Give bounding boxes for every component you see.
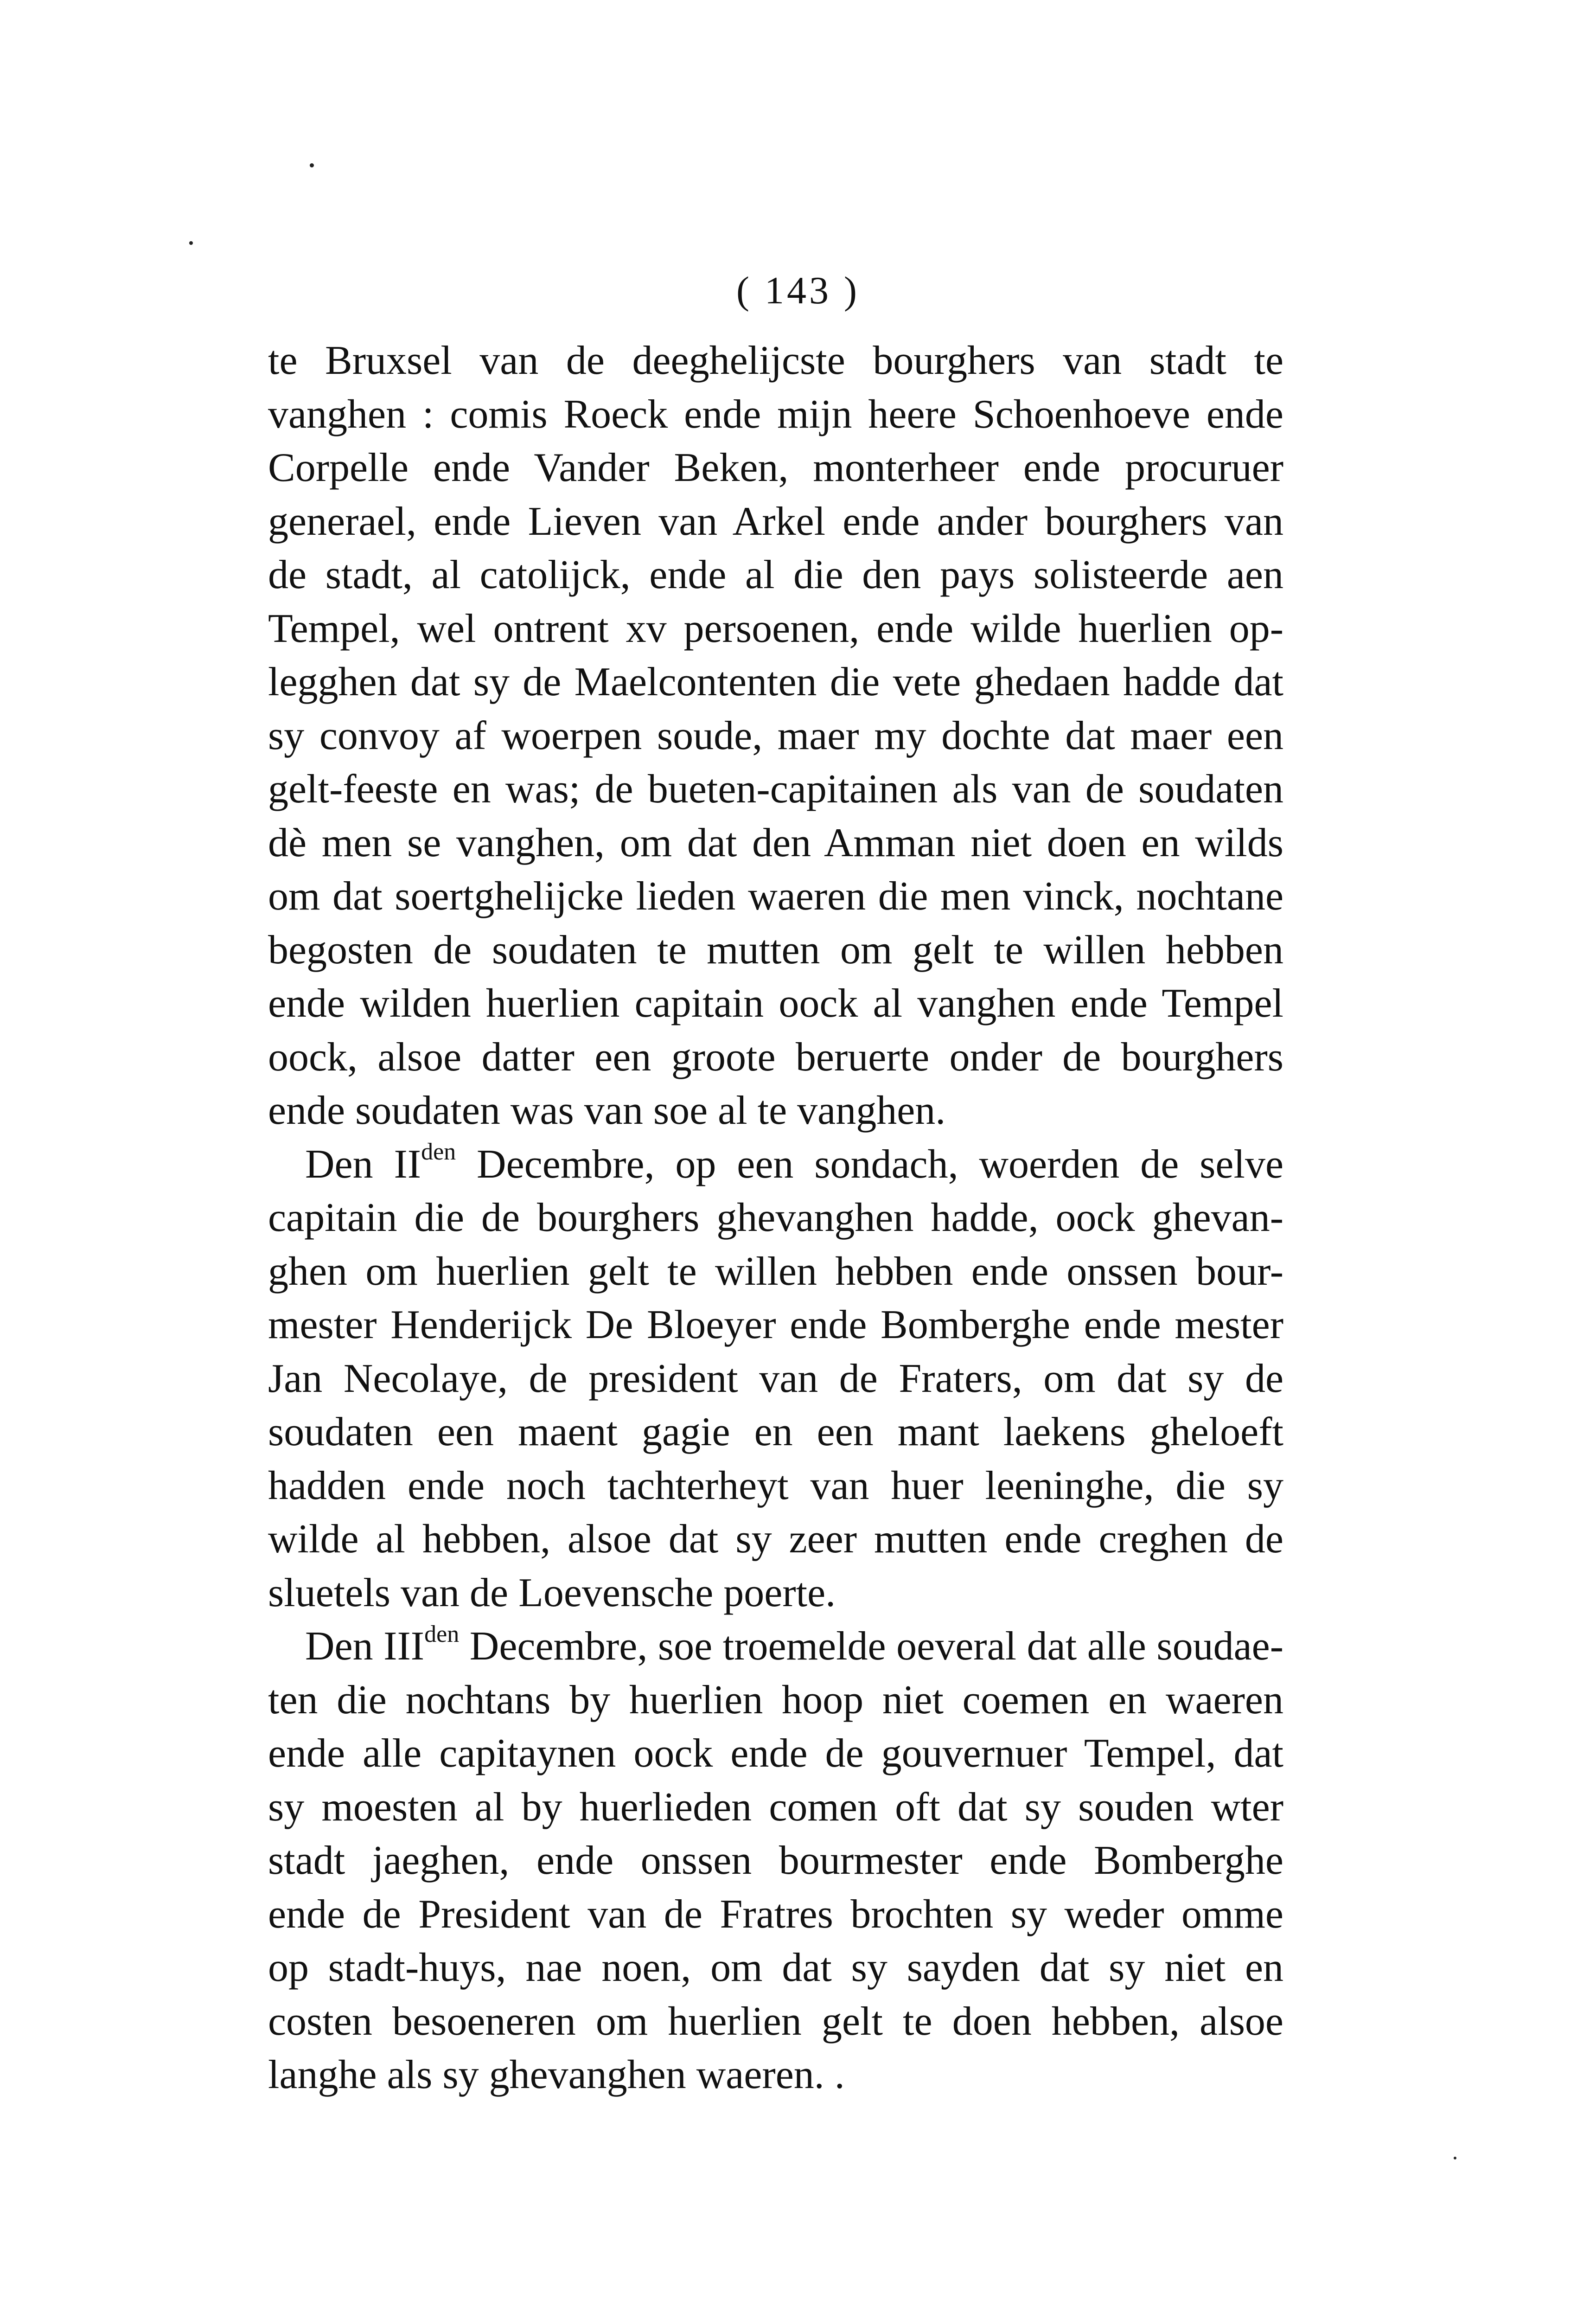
text-line: costen besoeneren om huerlien gelt te doen hebben, alsoe <box>268 1999 1283 2044</box>
text-line: generael, ende Lieven van Arkel ende ander bourghers van <box>268 499 1283 544</box>
text-line: ghen om huerlien gelt te willen hebben ende onssen bour- <box>268 1249 1283 1294</box>
text-line: langhe als sy ghevanghen waeren. . <box>268 2052 845 2097</box>
text-line: ende soudaten was van soe al te vanghen. <box>268 1088 946 1133</box>
date-lead: Den III <box>305 1624 425 1669</box>
paper-speck <box>189 241 193 245</box>
text-line: ten die nochtans by huerlien hoop niet coemen en waeren <box>268 1677 1283 1723</box>
text-line: dè men se vanghen, om dat den Amman niet doen en wilds <box>268 820 1283 865</box>
text-line: om dat soertghelijcke lieden waeren die men vinck, nochtane <box>268 874 1283 919</box>
text-line: sluetels van de Loevensche poerte. <box>268 1570 836 1615</box>
body-text <box>268 334 1283 2102</box>
text-line: vanghen : comis Roeck ende mijn heere Schoenhoeve ende <box>268 391 1283 437</box>
text-line: mester Henderijck De Bloeyer ende Bomberghe ende mester <box>268 1302 1283 1347</box>
paragraph-3 <box>268 1620 1283 2102</box>
text-line: de stadt, al catolijck, ende al die den pays solisteerde aen <box>268 552 1283 597</box>
first-line-rest: Decembre, op een sondach, woerden de selve <box>456 1141 1283 1187</box>
text-line: Jan Necolaye, de president van de Fraters, om dat sy de <box>268 1356 1283 1401</box>
paragraph-first-line <box>268 1620 1283 1673</box>
text-line: te Bruxsel van de deeghelijcste bourghers van stadt te <box>268 338 1283 383</box>
text-line: wilde al hebben, alsoe dat sy zeer mutten ende creghen de <box>268 1517 1283 1562</box>
text-line: Corpelle ende Vander Beken, monterheer ende procuruer <box>268 445 1283 490</box>
date-superscript: den <box>421 1139 456 1166</box>
text-line: begosten de soudaten te mutten om gelt te willen hebben <box>268 927 1283 973</box>
text-line: Tempel, wel ontrent xv persoenen, ende wilde huerlien op- <box>268 606 1283 651</box>
text-line: hadden ende noch tachterheyt van huer leeninghe, die sy <box>268 1463 1283 1508</box>
text-line: soudaten een maent gagie en een mant laekens gheloeft <box>268 1409 1283 1454</box>
text-line: sy convoy af woerpen soude, maer my dochte dat maer een <box>268 713 1283 758</box>
paper-speck <box>310 163 314 167</box>
text-line: gelt-feeste en was; de bueten-capitainen als van de soudaten <box>268 767 1283 812</box>
date-superscript: den <box>424 1621 460 1647</box>
text-line: op stadt-huys, nae noen, om dat sy sayden dat sy niet en <box>268 1945 1283 1990</box>
text-line: legghen dat sy de Maelcontenten die vete ghedaen hadde dat <box>268 660 1283 705</box>
date-lead: Den II <box>305 1141 421 1187</box>
first-line-rest: Decembre, soe troemelde oeveral dat alle soudae- <box>459 1624 1283 1669</box>
paper-speck <box>1454 2157 1456 2159</box>
text-line: ende wilden huerlien capitain oock al vanghen ende Tempel <box>268 981 1283 1026</box>
paragraph-first-line <box>268 1138 1283 1192</box>
page-number: ( 143 ) <box>736 269 860 312</box>
text-line: stadt jaeghen, ende onssen bourmester ende Bomberghe <box>268 1838 1283 1883</box>
text-line: ende alle capitaynen oock ende de gouvernuer Tempel, dat <box>268 1731 1283 1776</box>
paragraph-1 <box>268 334 1283 1138</box>
text-line: oock, alsoe datter een groote beruerte onder de bourghers <box>268 1034 1283 1080</box>
text-line: ende de President van de Fratres brochten sy weder omme <box>268 1891 1283 1937</box>
paragraph-2 <box>268 1138 1283 1620</box>
text-line: capitain die de bourghers ghevanghen hadde, oock ghevan- <box>268 1195 1283 1240</box>
text-line: sy moesten al by huerlieden comen oft dat sy souden wter <box>268 1784 1283 1830</box>
